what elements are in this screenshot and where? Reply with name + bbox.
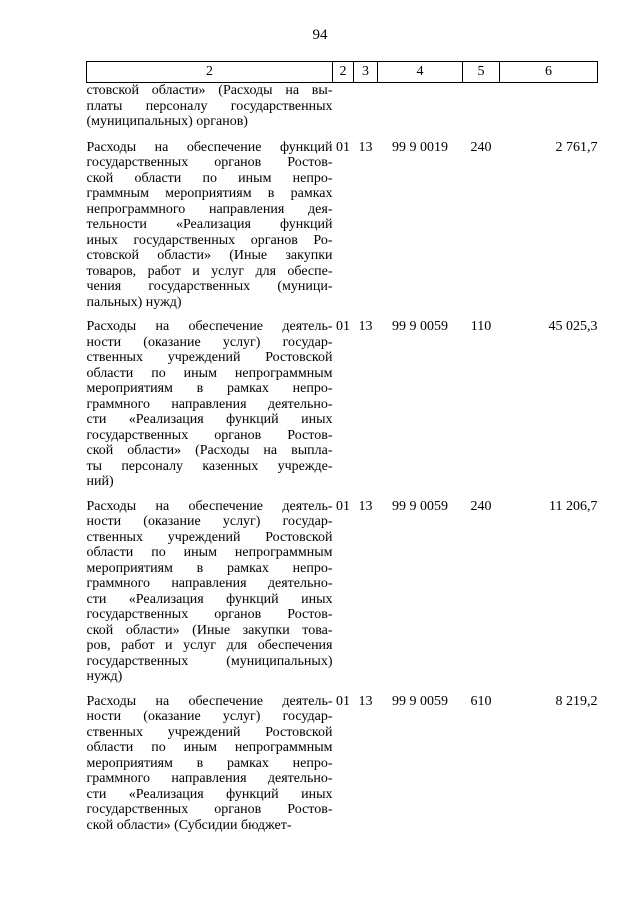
desc-line: пальных) нужд) <box>86 294 182 310</box>
header-col-2b: 2 <box>333 62 354 83</box>
desc-line: ской области» (Иные закупки това- <box>86 622 333 638</box>
row-description <box>87 140 333 320</box>
section-code: 01 <box>336 319 350 334</box>
budget-table <box>86 61 598 842</box>
desc-line: мероприятиям в рамках непро- <box>86 381 333 396</box>
desc-line: государственных (муниципальных) <box>86 653 333 669</box>
desc-line: иных государственных органов Ро- <box>86 232 333 248</box>
section-code: 01 <box>336 693 350 709</box>
desc-line: области по иным непрограммным <box>86 740 333 755</box>
desc-line: граммного направления деятельно- <box>86 771 333 786</box>
desc-line: Расходы на обеспечение деятель- <box>86 693 333 709</box>
amount-value: 11 206,7 <box>549 498 598 514</box>
desc-line: стовской области» (Иные закупки <box>86 248 333 263</box>
desc-line: платы персоналу государственных <box>86 98 333 114</box>
subsection-code: 13 <box>358 139 373 155</box>
page-number: 94 <box>312 27 328 43</box>
desc-line: ний) <box>86 474 114 489</box>
desc-line: ров, работ и услуг для обеспечения <box>86 638 333 653</box>
subsection-code: 13 <box>358 693 373 709</box>
desc-line: государственных органов Ростов- <box>86 427 333 443</box>
expense-type-code: 240 <box>470 139 492 155</box>
desc-line: области по иным непрограммным <box>86 365 333 381</box>
desc-line: ственных учреждений Ростовской <box>86 724 333 740</box>
header-col-4: 4 <box>378 62 463 83</box>
amount-value: 2 761,7 <box>555 139 598 155</box>
expense-type-code: 240 <box>470 498 492 514</box>
header-col-6: 6 <box>500 62 598 83</box>
desc-line: государственных органов Ростов- <box>86 155 333 170</box>
table-row-continued <box>87 83 598 140</box>
section-code: 01 <box>336 498 350 514</box>
desc-line: мероприятиям в рамках непро- <box>86 560 333 576</box>
target-article-code: 99 9 0059 <box>392 693 448 709</box>
desc-line: ности (оказание услуг) государ- <box>86 709 333 724</box>
section-code: 01 <box>336 139 350 155</box>
subsection-code: 13 <box>358 319 373 334</box>
header-col-5: 5 <box>463 62 500 83</box>
desc-line: стовской области» (Расходы на вы- <box>86 83 333 98</box>
desc-line: граммным мероприятиям в рамках <box>86 186 333 201</box>
table-row <box>87 319 598 499</box>
desc-line: ской области» (Расходы на выпла- <box>86 443 333 458</box>
desc-line: сти «Реализация функций иных <box>86 786 333 802</box>
table-header-row <box>87 62 598 83</box>
row-description <box>87 499 333 694</box>
desc-line: (муниципальных) органов) <box>86 114 248 129</box>
target-article-code: 99 9 0059 <box>392 498 448 514</box>
subsection-code: 13 <box>358 498 373 514</box>
desc-line: Расходы на обеспечение деятель- <box>86 498 333 514</box>
expense-type-code: 110 <box>470 319 492 334</box>
amount-value: 45 025,3 <box>548 319 598 334</box>
expense-type-code: 610 <box>470 693 492 709</box>
desc-line: ственных учреждений Ростовской <box>86 350 333 365</box>
desc-line: товаров, работ и услуг для обеспе- <box>86 263 333 279</box>
table-row <box>87 499 598 694</box>
table-row <box>87 140 598 320</box>
desc-line: сти «Реализация функций иных <box>86 591 333 607</box>
desc-line: ности (оказание услуг) государ- <box>86 334 333 350</box>
desc-line: Расходы на обеспечение деятель- <box>86 319 333 334</box>
desc-line: области по иным непрограммным <box>86 545 333 560</box>
desc-line: сти «Реализация функций иных <box>86 412 333 427</box>
desc-line: мероприятиям в рамках непро- <box>86 755 333 771</box>
amount-value: 8 219,2 <box>555 693 598 709</box>
desc-line: ты персоналу казенных учрежде- <box>86 458 333 474</box>
desc-line: ственных учреждений Ростовской <box>86 529 333 545</box>
desc-line: нужд) <box>86 669 123 684</box>
desc-line: Расходы на обеспечение функций <box>86 139 333 155</box>
row-description <box>87 694 333 843</box>
table-row <box>87 694 598 843</box>
desc-line: граммного направления деятельно- <box>86 396 333 412</box>
desc-line: тельности «Реализация функций <box>86 217 333 232</box>
desc-line: чения государственных (муници- <box>86 279 333 294</box>
desc-line: ской области» (Субсидии бюджет- <box>86 817 292 833</box>
desc-line: непрограммного направления дея- <box>86 201 333 217</box>
desc-line: государственных органов Ростов- <box>86 802 333 817</box>
row-description <box>87 319 333 499</box>
desc-line: государственных органов Ростов- <box>86 607 333 622</box>
row-description <box>87 83 333 140</box>
desc-line: ской области по иным непро- <box>86 170 333 186</box>
desc-line: граммного направления деятельно- <box>86 576 333 591</box>
target-article-code: 99 9 0019 <box>392 139 448 155</box>
header-col-2: 2 <box>87 62 333 83</box>
header-col-3: 3 <box>354 62 378 83</box>
desc-line: ности (оказание услуг) государ- <box>86 514 333 529</box>
target-article-code: 99 9 0059 <box>392 319 448 334</box>
